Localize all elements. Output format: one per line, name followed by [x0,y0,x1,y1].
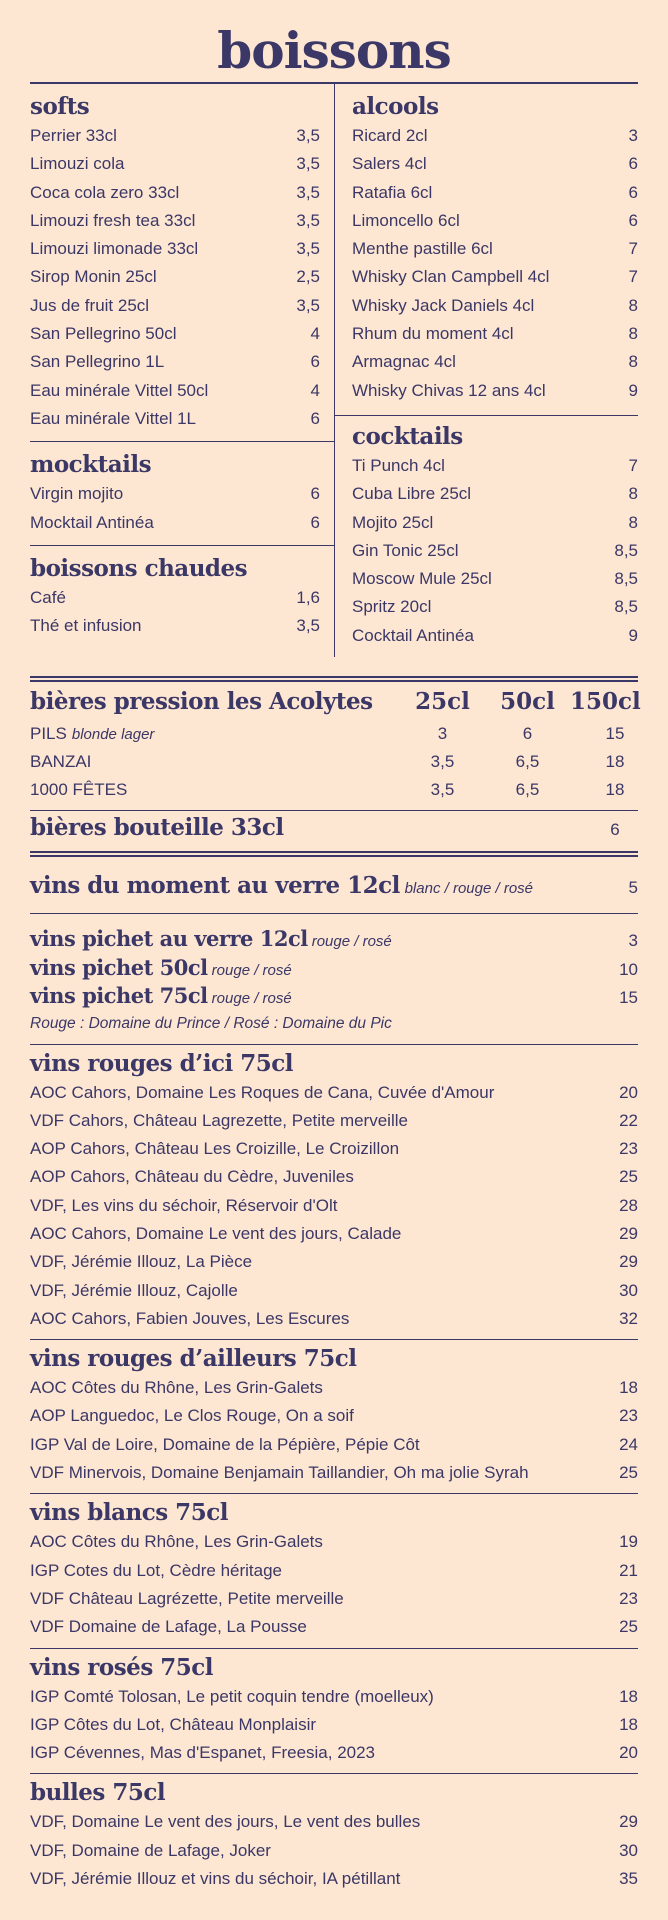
item-price: 6 [310,352,320,372]
item-name: IGP Cévennes, Mas d'Espanet, Freesia, 2023 [30,1743,376,1763]
item-name: AOP Languedoc, Le Clos Rouge, On a soif [30,1406,354,1426]
menu-item [30,1402,638,1430]
item-name: VDF, Domaine de Lafage, Joker [30,1840,271,1860]
item-price: 29 [619,1812,638,1832]
item-name: AOP Cahors, Château Les Croizille, Le Croizillon [30,1139,400,1159]
vins-moment-heading: vins du moment au verre 12cl [30,872,400,899]
item-name: Café [30,587,66,607]
menu-item [30,1837,638,1865]
chaudes-list [30,584,320,641]
menu-item [30,179,320,207]
menu-item [352,235,638,263]
item-name: Virgin mojito [30,484,124,504]
chaudes-heading: boissons chaudes [30,554,248,582]
cocktails-list [352,452,638,650]
alcools-divider [335,415,638,416]
item-price: 6 [628,154,638,174]
item-name: Armagnac 4cl [352,352,456,372]
beer-name-text: BANZAI [30,752,92,771]
item-price: 32 [619,1308,638,1328]
item-price: 6 [628,210,638,230]
pichet-sub: rouge / rosé [311,933,392,950]
wine-divider [30,851,638,857]
softs-divider [30,441,334,442]
item-price: 6 [310,408,320,428]
item-price: 2,5 [296,267,320,287]
item-name: Coca cola zero 33cl [30,182,180,202]
menu-item [352,565,638,593]
item-price: 8,5 [614,569,638,589]
menu-item [30,1277,638,1305]
menu-item [30,612,320,640]
beer-price: 3 [437,724,448,743]
beer-name-text: PILS [30,724,67,743]
menu-item [30,1374,638,1402]
beer-pression-heading: bières pression les Acolytes [30,688,373,715]
beer-name [30,720,400,748]
item-price: 8 [628,484,638,504]
blancs-heading: vins blancs 75cl [30,1499,228,1527]
beer-name [30,776,400,804]
menu-item [30,235,320,263]
menu-item [352,263,638,291]
item-price: 29 [619,1252,638,1272]
item-name: Ricard 2cl [352,126,428,145]
vins-moment-sub: blanc / rouge / rosé [404,880,534,897]
item-price: 25 [619,1167,638,1187]
menu-item [30,1585,638,1613]
menu-item [30,1528,638,1556]
beer-price: 15 [605,724,625,743]
menu-item [30,1248,638,1276]
right-column [335,84,638,657]
menu-item [30,377,320,405]
item-name: Limouzi cola [30,154,125,174]
beer-row [30,776,638,804]
menu-item [352,452,638,480]
item-price: 6 [310,484,320,504]
item-price: 9 [628,625,638,645]
item-price: 7 [628,267,638,287]
item-name: Mocktail Antinéa [30,512,154,532]
menu-item [352,292,638,320]
item-name: VDF Château Lagrézette, Petite merveille [30,1588,344,1608]
item-price: 20 [619,1743,638,1763]
page-title: boissons [217,21,451,80]
item-price: 4 [310,380,320,400]
item-name: Perrier 33cl [30,126,117,145]
top-columns [30,84,638,657]
menu-item [352,179,638,207]
item-price: 20 [619,1082,638,1102]
size-25cl: 25cl [415,688,470,715]
item-price: 29 [619,1223,638,1243]
pichet-row [30,981,638,1010]
rouges-ailleurs-divider [30,1339,638,1340]
item-name: Limouzi fresh tea 33cl [30,210,196,230]
beer-price: 6,5 [515,780,540,799]
item-price: 30 [619,1840,638,1860]
mocktails-list [30,480,320,537]
menu-item [30,1808,638,1836]
mocktails-heading: mocktails [30,451,152,479]
menu-item [30,292,320,320]
item-name: AOC Cahors, Domaine Les Roques de Cana, Cuvée d'Amour [30,1082,495,1102]
beer-bottle-row [30,811,638,849]
menu-item [30,1557,638,1585]
vins-moment-price: 5 [628,878,638,897]
item-name: VDF, Jérémie Illouz, Cajolle [30,1280,238,1300]
menu-item [30,320,320,348]
beer-pression-header [30,682,641,720]
item-name: VDF Domaine de Lafage, La Pousse [30,1617,307,1637]
pichet-note: Rouge : Domaine du Prince / Rosé : Domaine du Pic [30,1014,392,1032]
pichet-row [30,953,638,982]
item-name: Menthe pastille 6cl [352,239,493,259]
item-name: Cocktail Antinéa [352,625,474,645]
pichet-heading: vins pichet 50cl [30,954,208,980]
mocktails-divider [30,545,334,546]
menu-item [30,1220,638,1248]
item-name: Jus de fruit 25cl [30,295,150,315]
item-price: 23 [619,1139,638,1159]
alcools-list [352,122,638,405]
item-name: Ti Punch 4cl [352,455,445,475]
item-price: 18 [619,1714,638,1734]
item-name: VDF Cahors, Château Lagrezette, Petite merveille [30,1110,408,1130]
menu-item [30,1711,638,1739]
pichet-heading: vins pichet 75cl [30,983,208,1008]
pichet-divider [30,913,638,914]
pichet-sub: rouge / rosé [211,990,292,1007]
item-name: AOC Cahors, Domaine Le vent des jours, Calade [30,1223,402,1243]
rouges-ailleurs-list [30,1374,638,1487]
item-name: Rhum du moment 4cl [352,324,514,344]
item-name: Eau minérale Vittel 50cl [30,380,209,400]
item-name: AOC Côtes du Rhône, Les Grin-Galets [30,1378,323,1398]
item-name: Mojito 25cl [352,512,434,532]
item-name: Salers 4cl [352,154,427,174]
menu-item [352,150,638,178]
item-name: Limoncello 6cl [352,210,460,230]
item-price: 8 [628,324,638,344]
item-price: 25 [619,1463,638,1483]
pichet-price: 15 [619,988,638,1007]
beer-row [30,720,638,748]
item-name: Ratafia 6cl [352,182,433,202]
menu-item [30,1305,638,1333]
item-price: 1,6 [296,587,320,607]
beer-price: 3,5 [430,780,455,799]
item-price: 3,5 [296,126,320,145]
roses-list [30,1683,638,1768]
item-price: 35 [619,1869,638,1889]
item-price: 22 [619,1110,638,1130]
item-price: 6 [310,512,320,532]
menu-item [352,348,638,376]
item-name: San Pellegrino 1L [30,352,165,372]
menu-item [352,509,638,537]
item-price: 3,5 [296,210,320,230]
pichet-sub: rouge / rosé [211,961,292,979]
menu-item [30,1135,638,1163]
menu-item [352,320,638,348]
size-150cl: 150cl [570,688,641,715]
vins-moment-row [30,871,638,901]
menu-item [352,593,638,621]
pichet-price: 10 [619,959,638,979]
item-price: 30 [619,1280,638,1300]
item-name: Whisky Chivas 12 ans 4cl [352,380,546,400]
item-price: 8 [628,512,638,532]
item-price: 6 [628,182,638,202]
pichet-list [30,924,638,1010]
item-name: VDF, Jérémie Illouz, La Pièce [30,1252,253,1272]
menu-item [352,122,638,150]
beer-style: blonde lager [71,726,155,743]
item-name: Moscow Mule 25cl [352,569,492,589]
menu-item [352,537,638,565]
menu-item [30,1613,638,1641]
beer-bottle-heading: bières bouteille 33cl [30,814,284,841]
beer-price: 18 [605,780,625,799]
pichet-heading: vins pichet au verre 12cl [30,926,308,951]
item-name: IGP Val de Loire, Domaine de la Pépière, Pépie Côt [30,1434,420,1454]
pichet-label [30,981,292,1014]
item-name: Limouzi limonade 33cl [30,239,199,259]
item-price: 23 [619,1406,638,1426]
item-name: IGP Côtes du Lot, Château Monplaisir [30,1714,317,1734]
menu-item [352,377,638,405]
item-price: 7 [628,239,638,259]
item-price: 3,5 [296,616,320,636]
menu-item [30,122,320,150]
softs-heading: softs [30,93,90,120]
item-name: VDF Minervois, Domaine Benjamain Taillandier, Oh ma jolie Syrah [30,1463,529,1483]
item-price: 25 [619,1617,638,1637]
menu-item [30,150,320,178]
beer-row [30,748,638,776]
menu-item [30,405,320,433]
menu-item [352,622,638,650]
menu-item [30,1459,638,1487]
rouges-ici-divider [30,1044,638,1045]
item-price: 21 [619,1560,638,1580]
item-name: Whisky Clan Campbell 4cl [352,267,550,287]
item-name: VDF, Les vins du séchoir, Réservoir d'Olt [30,1195,338,1215]
item-name: Spritz 20cl [352,597,432,617]
item-price: 18 [619,1686,638,1706]
item-price: 8,5 [614,540,638,560]
item-name: San Pellegrino 50cl [30,324,177,344]
rouges-ailleurs-heading: vins rouges d’ailleurs 75cl [30,1345,357,1373]
pichet-row [30,924,638,953]
beer-price: 6,5 [515,752,540,771]
item-price: 24 [619,1434,638,1454]
item-price: 3,5 [296,295,320,315]
item-price: 4 [310,324,320,344]
rouges-ici-list [30,1079,638,1334]
roses-divider [30,1648,638,1649]
menu-item [30,480,320,508]
item-price: 3,5 [296,239,320,259]
cocktails-heading: cocktails [352,422,463,450]
menu-item [30,1079,638,1107]
item-price: 19 [619,1532,638,1552]
menu-item [30,263,320,291]
left-column [30,84,335,657]
item-price: 18 [619,1378,638,1398]
item-price: 9 [628,380,638,400]
bulles-divider [30,1773,638,1774]
menu-item [30,584,320,612]
blancs-list [30,1528,638,1641]
item-name: AOC Côtes du Rhône, Les Grin-Galets [30,1532,323,1552]
item-name: Thé et infusion [30,616,142,636]
item-price: 3 [628,126,638,145]
item-name: IGP Cotes du Lot, Cèdre héritage [30,1560,283,1580]
item-price: 7 [628,455,638,475]
beer-bottle-price: 6 [610,820,620,839]
item-name: Cuba Libre 25cl [352,484,472,504]
item-price: 28 [619,1195,638,1215]
menu-item [352,480,638,508]
pichet-price: 3 [628,931,638,950]
item-name: AOP Cahors, Château du Cèdre, Juveniles [30,1167,354,1187]
item-price: 8,5 [614,597,638,617]
beer-price: 3,5 [430,752,455,771]
menu-item [30,509,320,537]
item-name: AOC Cahors, Fabien Jouves, Les Escures [30,1308,350,1328]
item-price: 23 [619,1588,638,1608]
menu-item [30,207,320,235]
blancs-divider [30,1493,638,1494]
item-price: 8 [628,352,638,372]
item-name: Whisky Jack Daniels 4cl [352,295,535,315]
menu-item [30,1163,638,1191]
item-price: 3,5 [296,182,320,202]
softs-list [30,122,320,433]
menu-item [30,1431,638,1459]
bulles-heading: bulles 75cl [30,1779,166,1807]
item-name: Gin Tonic 25cl [352,540,459,560]
item-name: Eau minérale Vittel 1L [30,408,197,428]
item-name: Sirop Monin 25cl [30,267,157,287]
menu-item [30,1192,638,1220]
rouges-ici-heading: vins rouges d’ici 75cl [30,1049,293,1077]
beer-name-text: 1000 FÊTES [30,780,128,799]
menu-item [30,1107,638,1135]
roses-heading: vins rosés 75cl [30,1653,214,1681]
menu-item [30,1865,638,1893]
menu-item [30,1683,638,1711]
menu-item [30,1739,638,1767]
beer-price: 6 [522,724,533,743]
beer-price: 18 [605,752,625,771]
alcools-heading: alcools [352,93,439,120]
item-price: 8 [628,295,638,315]
size-50cl: 50cl [500,688,555,715]
item-name: VDF, Jérémie Illouz et vins du séchoir, IA pétillant [30,1869,401,1889]
item-price: 3,5 [296,154,320,174]
beer-name [30,748,400,776]
menu-item [30,348,320,376]
bulles-list [30,1808,638,1893]
beer-pression-list [30,720,638,804]
item-name: IGP Comté Tolosan, Le petit coquin tendre (moelleux) [30,1686,434,1706]
menu-item [352,207,638,235]
item-name: VDF, Domaine Le vent des jours, Le vent des bulles [30,1812,421,1832]
